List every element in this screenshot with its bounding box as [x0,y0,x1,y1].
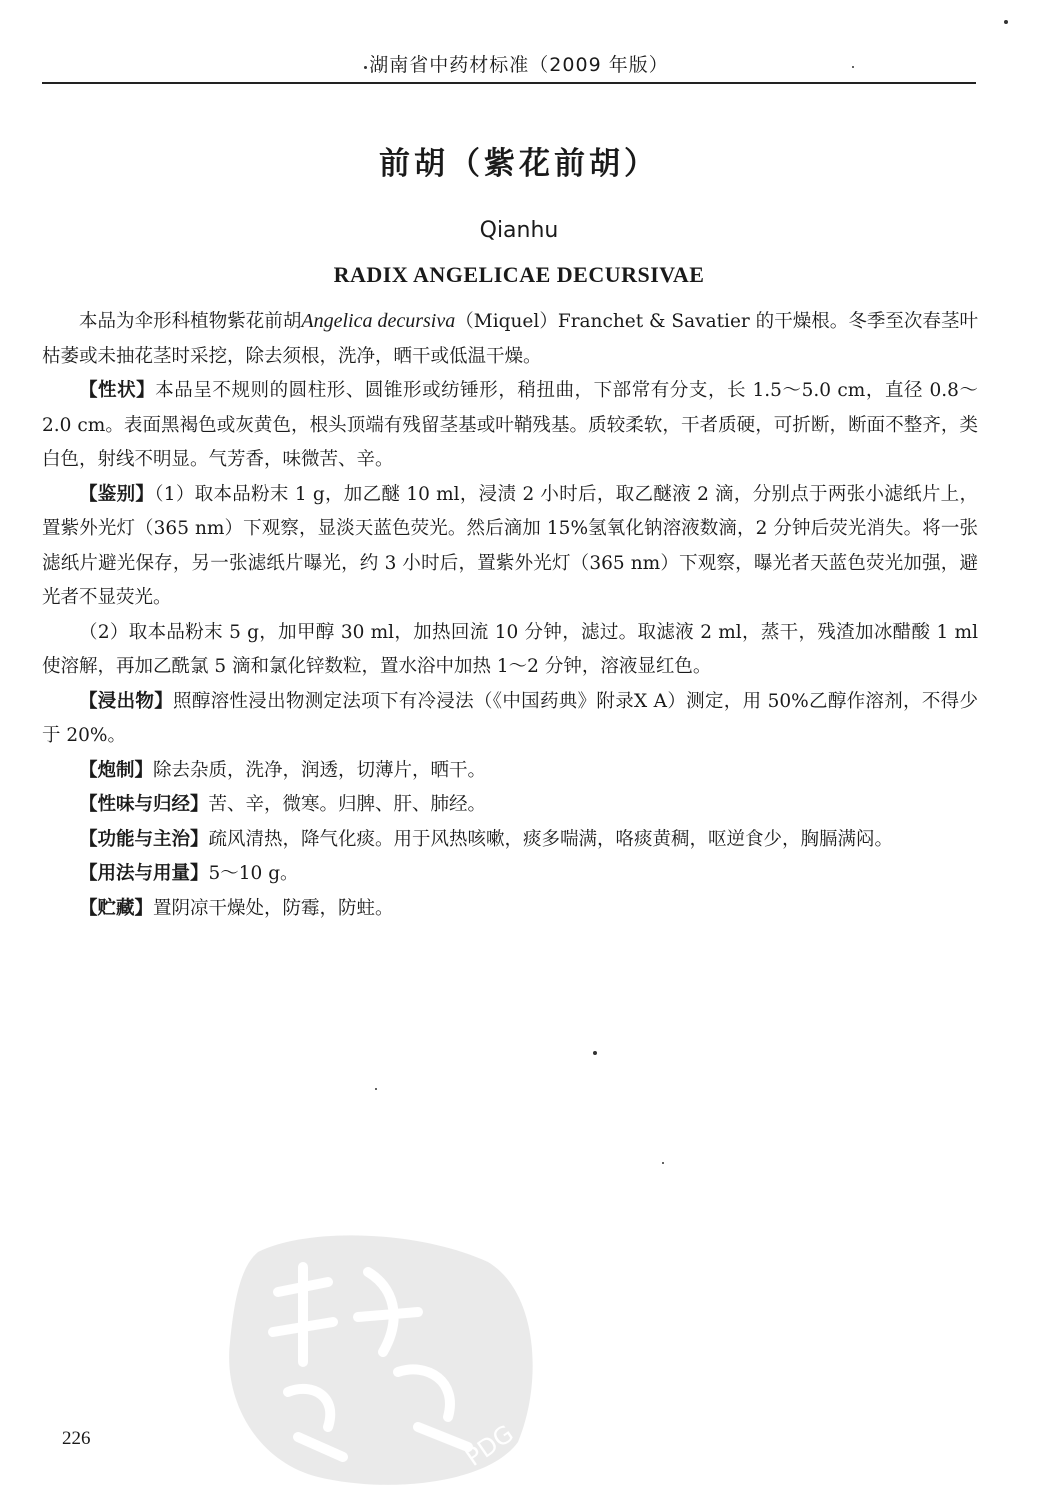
running-header: 湖南省中药材标准（2009 年版） [369,54,669,76]
entry-title: 前胡（紫花前胡） [379,146,659,182]
section-label: 【性味与归经】 [79,794,209,815]
section-function-indication [42,823,978,858]
section-identification-1 [42,478,978,616]
section-label: 【炮制】 [79,759,154,781]
section-extractives [42,685,978,754]
section-text: 除去杂质，洗净，润透，切薄片，晒干。 [153,759,487,781]
section-processing [42,754,978,789]
section-label: 【浸出物】 [79,690,174,712]
section-nature-meridian [42,788,978,823]
entry-pinyin: Qianhu [479,218,559,243]
section-text: （1）取本品粉末 1 g，加乙醚 10 ml，浸渍 2 小时后，取乙醚液 2 滴，分别点于两张小滤纸片上，置紫外光灯（365 nm）下观察，显淡天蓝色荧光。然后滴加 15%氢氧化钠溶液数滴，2 分钟后荧光消失。将一张滤纸片避光保存，另一张滤纸片曝光，约 3 小时后，置紫外光灯（365 nm）下观察，曝光者天蓝色荧光加强，避光者不显荧光。 [42,483,978,608]
section-label: 【贮藏】 [79,897,154,919]
section-text: 本品呈不规则的圆柱形、圆锥形或纺锤形，稍扭曲，下部常有分支，长 1.5～5.0 cm，直径 0.8～2.0 cm。表面黑褐色或灰黄色，根头顶端有残留茎基或叶鞘残基。质较柔软，干者质硬，可折断，断面不整齐，类白色，射线不明显。气芳香，味微苦、辛。 [42,380,978,470]
section-label: 【鉴别】 [79,483,155,505]
section-text: 苦、辛，微寒。归脾、肝、肺经。 [208,794,487,815]
watermark-text: PDG [460,1419,519,1472]
intro-paragraph [42,304,978,374]
section-identification-2 [42,616,978,685]
section-dosage [42,857,978,892]
section-text: 照醇溶性浸出物测定法项下有冷浸法（《中国药典》附录Ⅹ A）测定，用 50%乙醇作溶剂，不得少于 20%。 [42,690,978,746]
entry-latin-name: RADIX ANGELICAE DECURSIVAE [333,262,705,287]
watermark-seal [218,1222,548,1497]
section-storage [42,892,978,927]
intro-text-after: （Miquel）Franchet & Savatier 的干燥根。冬季至次春茎叶枯萎或未抽花茎时采挖，除去须根，洗净，晒干或低温干燥。 [42,311,978,367]
species-name: Angelica decursiva [301,310,456,332]
header-rule [42,82,976,84]
section-label: 【功能与主治】 [79,828,209,850]
section-text: 5～10 g。 [208,863,299,884]
section-text: （2）取本品粉末 5 g，加甲醇 30 ml，加热回流 10 分钟，滤过。取滤液 2 ml，蒸干，残渣加冰醋酸 1 ml 使溶解，再加乙酰氯 5 滴和氯化锌数粒，置水浴中加热 1～2 分钟，溶液显红色。 [42,621,978,677]
section-text: 疏风清热，降气化痰。用于风热咳嗽，痰多喘满，咯痰黄稠，呕逆食少，胸膈满闷。 [208,828,894,850]
section-description [42,374,978,478]
section-label: 【用法与用量】 [79,863,209,884]
page-number: 226 [62,1428,91,1449]
section-label: 【性状】 [79,380,156,401]
intro-text-before: 本品为伞形科植物紫花前胡 [79,311,302,332]
monograph-body [42,304,978,926]
section-text: 置阴凉干燥处，防霉，防蛀。 [153,897,394,919]
